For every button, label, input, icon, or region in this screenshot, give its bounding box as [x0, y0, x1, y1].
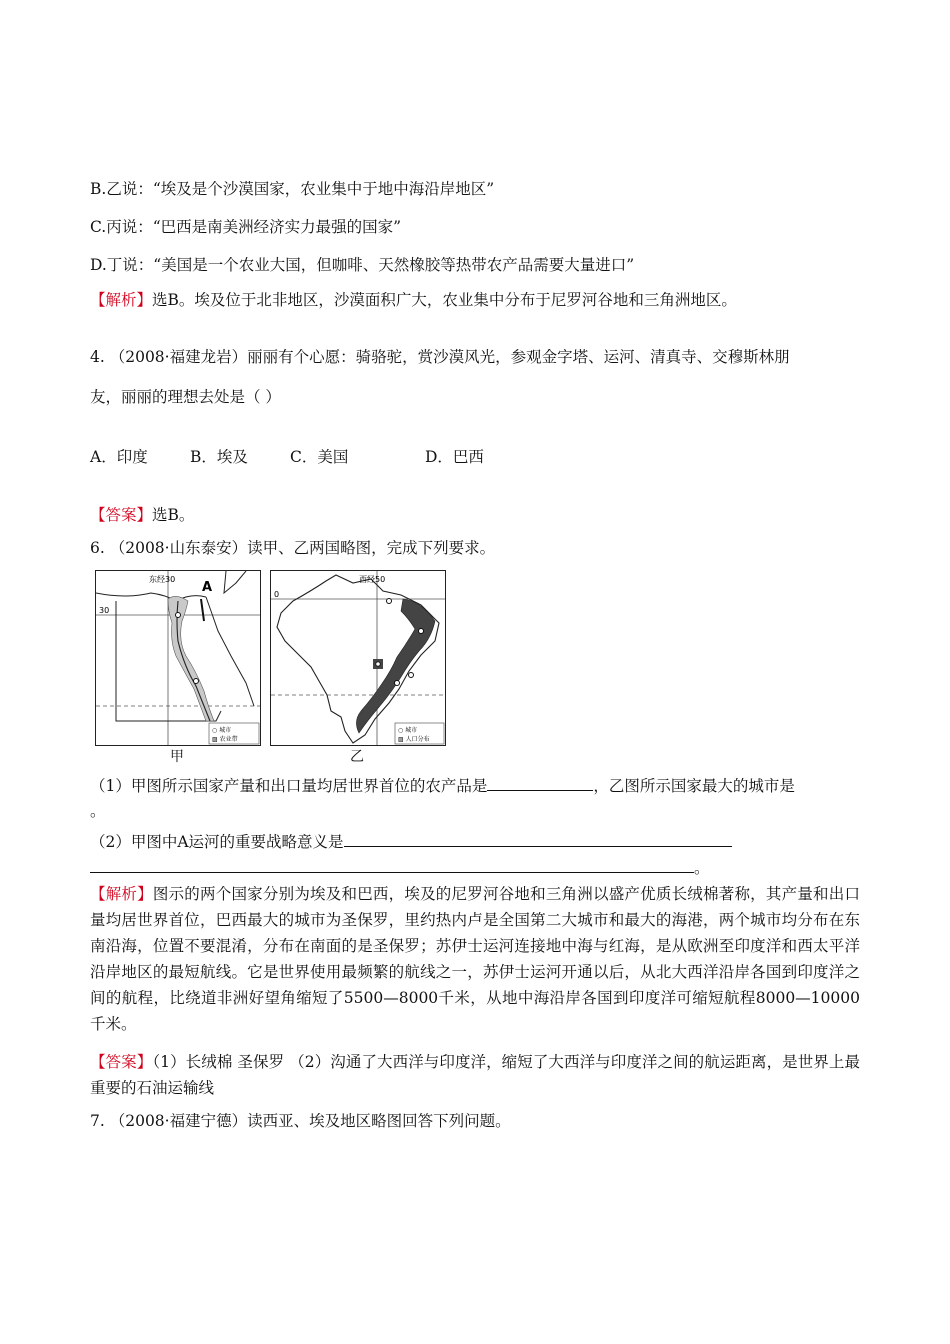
population-zone [356, 599, 435, 733]
q4-option-a: A．印度 [90, 448, 148, 466]
latitude-label: 30 [99, 606, 110, 615]
sinai-border [224, 571, 246, 593]
q3-option-b: B.乙说：“埃及是个沙漠国家，农业集中于地中海沿岸地区” [90, 180, 495, 198]
q4-answer [90, 504, 194, 526]
analysis-tag: 【解析】 [90, 885, 153, 903]
answer-tag: 【答案】 [90, 506, 153, 524]
analysis-text: 选B。埃及位于北非地区，沙漠面积广大，农业集中分布于尼罗河谷地和三角洲地区。 [152, 291, 737, 309]
map-brazil [270, 570, 446, 746]
q4-option-b: B．埃及 [190, 448, 248, 466]
q6-sub2-line2 [90, 856, 710, 879]
point-a-label: A [202, 580, 213, 595]
q6-sub1-end: 。 [90, 802, 106, 820]
egypt-map-drawing [96, 571, 260, 745]
mediterranean-coast [96, 593, 206, 601]
q3-analysis [90, 289, 737, 311]
q6-sub1-text-a: （1）甲图所示国家产量和出口量均居世界首位的农产品是 [90, 777, 488, 795]
q3-option-d: D.丁说：“美国是一个农业大国，但咖啡、天然橡胶等热带农产品需要大量进口” [90, 256, 635, 274]
map-brazil-caption: 乙 [350, 749, 364, 765]
answer-text: 选B。 [152, 506, 195, 524]
legend-city: ○ 城市 [398, 727, 418, 734]
analysis-tag: 【解析】 [90, 291, 153, 309]
q4-options [90, 446, 484, 468]
longitude-label: 西经50 [359, 575, 386, 584]
q4-stem-line2: 友，丽丽的理想去处是（ ） [90, 388, 281, 406]
q4-option-d: D．巴西 [425, 448, 484, 466]
q6-sub2-blank-2[interactable] [90, 856, 694, 873]
brazil-map-drawing [271, 571, 445, 745]
q6-stem: 6. （2008·山东泰安）读甲、乙两国略图，完成下列要求。 [90, 539, 496, 557]
latitude-label: 0 [274, 590, 280, 599]
q6-sub2-end: 。 [694, 859, 710, 877]
legend-zone: ▨ 人口分布 [398, 736, 430, 743]
analysis-text: 图示的两个国家分别为埃及和巴西，埃及的尼罗河谷地和三角洲以盛产优质长绒棉著称，其产量和出口量均居世界首位，巴西最大的城市为圣保罗，里约热内卢是全国第二大城市和最大的海港，两个城市均分布在东南沿海，位置不要混淆，分布在南面的是圣保罗；苏伊士运河连接地中海与红海，是从欧洲至印度洋和西太平洋沿岸地区的最短航线。它是世界使用最频繁的航线之一，苏伊士运河开通以后，从北大西洋沿岸各国到印度洋之间的航程，比绕道非洲好望角缩短了5500—8000千米，从地中海沿岸各国到印度洋可缩短航程8000—10000千米。 [90, 885, 860, 1033]
city-marker [194, 679, 199, 684]
city-marker [395, 681, 400, 686]
q6-sub2-blank-1[interactable] [344, 830, 732, 847]
map-egypt [95, 570, 261, 746]
q6-sub2 [90, 830, 732, 853]
suez-canal [201, 599, 204, 621]
city-marker [176, 613, 181, 618]
q7-stem: 7. （2008·福建宁德）读西亚、埃及地区略图回答下列问题。 [90, 1112, 511, 1130]
legend-city: ○ 城市 [212, 727, 232, 734]
q6-sub2-text: （2）甲图中A运河的重要战略意义是 [90, 833, 344, 851]
q6-answer [90, 1049, 860, 1101]
q6-analysis [90, 881, 860, 1037]
red-sea-coast [206, 597, 254, 706]
city-marker [387, 599, 392, 604]
city-marker [409, 673, 414, 678]
q3-option-c: C.丙说：“巴西是南美洲经济实力最强的国家” [90, 218, 402, 236]
legend-zone: ▨ 农业带 [212, 736, 238, 743]
longitude-label: 东经30 [149, 575, 176, 584]
city-marker [419, 629, 424, 634]
city-marker [376, 662, 380, 666]
q6-sub1-blank-1[interactable] [487, 774, 593, 791]
answer-tag: 【答案】 [90, 1053, 153, 1071]
q6-sub1 [90, 774, 795, 797]
q4-option-c: C．美国 [290, 448, 349, 466]
answer-text: （1）长绒棉 圣保罗 （2）沟通了大西洋与印度洋，缩短了大西洋与印度洋之间的航运距离，是世界上最重要的石油运输线 [90, 1053, 860, 1097]
q4-stem-line1: 4. （2008·福建龙岩）丽丽有个心愿：骑骆驼，赏沙漠风光，参观金字塔、运河、清真寺、交穆斯林朋 [90, 348, 790, 366]
map-egypt-caption: 甲 [170, 749, 184, 765]
q6-sub1-text-b: ，乙图所示国家最大的城市是 [593, 777, 795, 795]
